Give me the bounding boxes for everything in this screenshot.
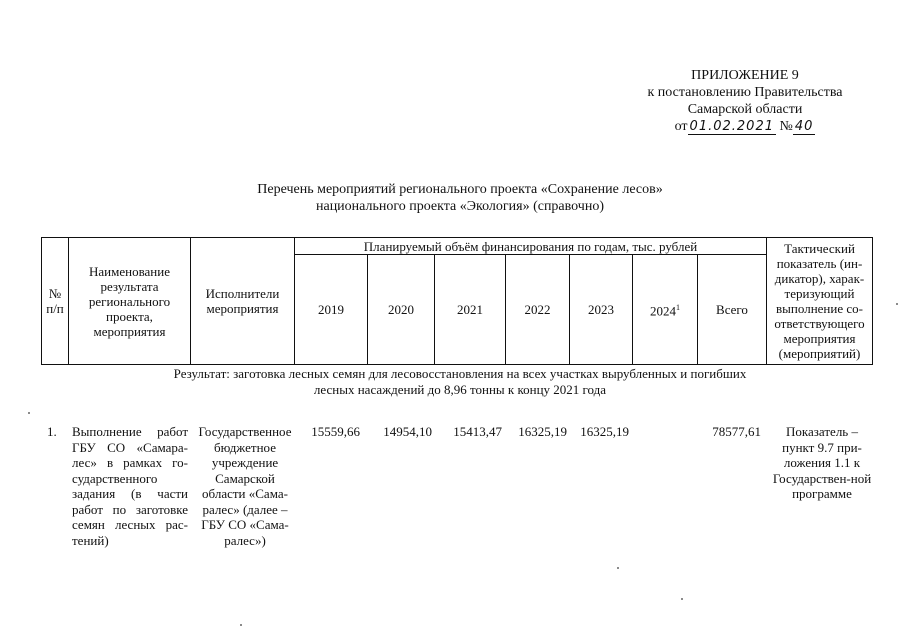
row-indicator: Показатель – пункт 9.7 при-ложения 1.1 к Государствен-ной программе <box>772 424 872 501</box>
row-total: 78577,61 <box>712 424 761 439</box>
header-year-2021: 2021 <box>435 255 506 365</box>
appendix-block <box>600 67 890 135</box>
result-statement <box>110 366 810 398</box>
handwritten-number: 40 <box>794 119 814 134</box>
result-line-1: Результат: заготовка лесных семян для лесовосстановления на всех участках вырубленных и погибших <box>173 366 747 381</box>
row-name: Выполнение работ ГБУ СО «Самара-лес» в рамках го-сударственного задания (в части работ по заготовке семян лесных рас-тений) <box>72 424 188 548</box>
appendix-date-line <box>600 118 890 135</box>
header-table <box>41 237 873 365</box>
header-year-2022: 2022 <box>506 255 570 365</box>
header-year-2023: 2023 <box>570 255 633 365</box>
header-year-2019: 2019 <box>295 255 368 365</box>
row-value-2023: 16325,19 <box>580 424 629 439</box>
result-line-2: лесных насаждений до 8,96 тонны к концу 2021 года <box>313 382 607 397</box>
header-financing: Планируемый объём финансирования по годам, тыс. рублей <box>295 238 767 255</box>
scan-speck <box>681 598 683 600</box>
header-year-2024 <box>633 255 698 365</box>
year-2024-label: 2024 <box>650 303 676 319</box>
document-title <box>150 181 770 215</box>
appendix-resolution: к постановлению Правительства <box>647 85 843 100</box>
scan-speck <box>617 567 619 569</box>
row-num: 1. <box>47 424 57 439</box>
scan-speck <box>896 303 898 305</box>
row-value-2020: 14954,10 <box>383 424 432 439</box>
appendix-title: ПРИЛОЖЕНИЕ 9 <box>691 68 799 83</box>
header-executors: Исполнители мероприятия <box>191 238 295 365</box>
row-value-2021: 15413,47 <box>453 424 502 439</box>
header-indicator: Тактический показатель (ин-дикатор), харак-теризующий выполнение со-ответствующего мероприятия (мероприятий) <box>767 238 873 365</box>
header-year-2020: 2020 <box>368 255 435 365</box>
title-line-2: национального проекта «Экология» (справочно) <box>315 199 604 214</box>
handwritten-date: 01.02.2021 <box>689 119 774 134</box>
title-line-1: Перечень мероприятий регионального проекта «Сохранение лесов» <box>257 182 663 197</box>
scan-speck <box>240 624 242 626</box>
row-executor: Государственное бюджетное учреждение Самарской области «Сама-ралес» (далее – ГБУ СО «Сама-ралес») <box>198 424 292 548</box>
number-prefix: № <box>779 119 793 134</box>
row-value-2022: 16325,19 <box>518 424 567 439</box>
header-name: Наименование результата регионального проекта, мероприятия <box>69 238 191 365</box>
header-total: Всего <box>698 255 767 365</box>
date-prefix: от <box>674 119 688 134</box>
footnote-mark: 1 <box>676 303 680 313</box>
appendix-region: Самарской области <box>687 102 803 117</box>
scan-speck <box>28 412 30 414</box>
row-value-2019: 15559,66 <box>311 424 360 439</box>
header-num: № п/п <box>42 238 69 365</box>
